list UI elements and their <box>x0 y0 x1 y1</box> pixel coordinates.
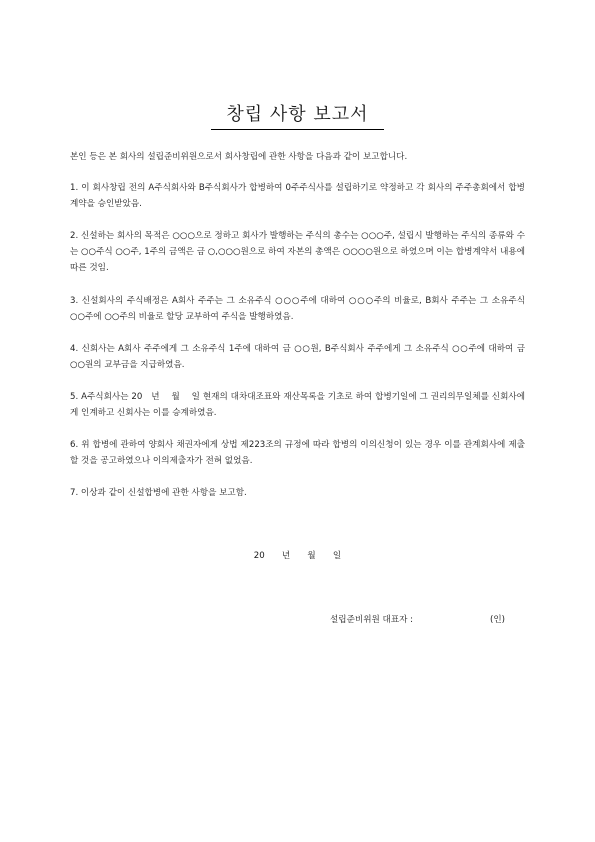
document-title: 창립 사항 보고서 <box>226 104 369 125</box>
date-line: 20 년 월 일 <box>253 551 342 561</box>
paragraph-3: 3. 신설회사의 주식배정은 A회사 주주는 그 소유주식 ○○○주에 대하여 ○○○주의 비율로, B회사 주주는 그 소유주식 ○○주에 ○○주의 비율로 할당 교부하여 주식을 발행하였음. <box>70 296 525 322</box>
title-underline <box>211 129 384 130</box>
paragraph-2: 2. 신설하는 회사의 목적은 ○○○으로 정하고 회사가 발행하는 주식의 총수는 ○○○주, 설립시 발행하는 주식의 종류와 수는 ○○주식 ○○주, 1주의 금액은 금 ○,○○○원으로 하여 자본의 총액은 ○○○○원으로 하였으며 이는 합병계약서 내용에 따른 것임. <box>70 231 525 273</box>
paragraph-4: 4. 신회사는 A회사 주주에게 그 소유주식 1주에 대하여 금 ○○원, B주식회사 주주에게 그 소유주식 ○○주에 대하여 금 ○○원의 교부금을 지급하였음. <box>70 344 525 370</box>
intro-paragraph: 본인 등은 본 회사의 설립준비위원으로서 회사창립에 관한 사항을 다음과 같이 보고합니다. <box>70 152 408 162</box>
paragraph-5: 5. A주식회사는 20 년 월 일 현재의 대차대조표와 재산목록을 기초로 하여 합병기일에 그 권리의무일체를 신회사에게 인계하고 신회사는 이를 승계하였음. <box>70 392 525 418</box>
paragraph-7: 7. 이상과 같이 신설합병에 관한 사항을 보고함. <box>70 488 247 498</box>
signature-label: 설립준비위원 대표자 : <box>330 615 414 625</box>
paragraph-6: 6. 위 합병에 관하여 양회사 채권자에게 상법 제223조의 규정에 따라 합병의 이의신청이 있는 경우 이를 관계회사에 제출할 것을 공고하였으나 이의제출자가 전혀 없었음. <box>70 440 525 466</box>
paragraph-1: 1. 이 회사창립 전의 A주식회사와 B주식회사가 합병하여 0주주식사를 설립하기로 약정하고 각 회사의 주주총회에서 합병계약을 승인받았음. <box>70 183 525 209</box>
seal-mark: (인) <box>490 615 506 625</box>
